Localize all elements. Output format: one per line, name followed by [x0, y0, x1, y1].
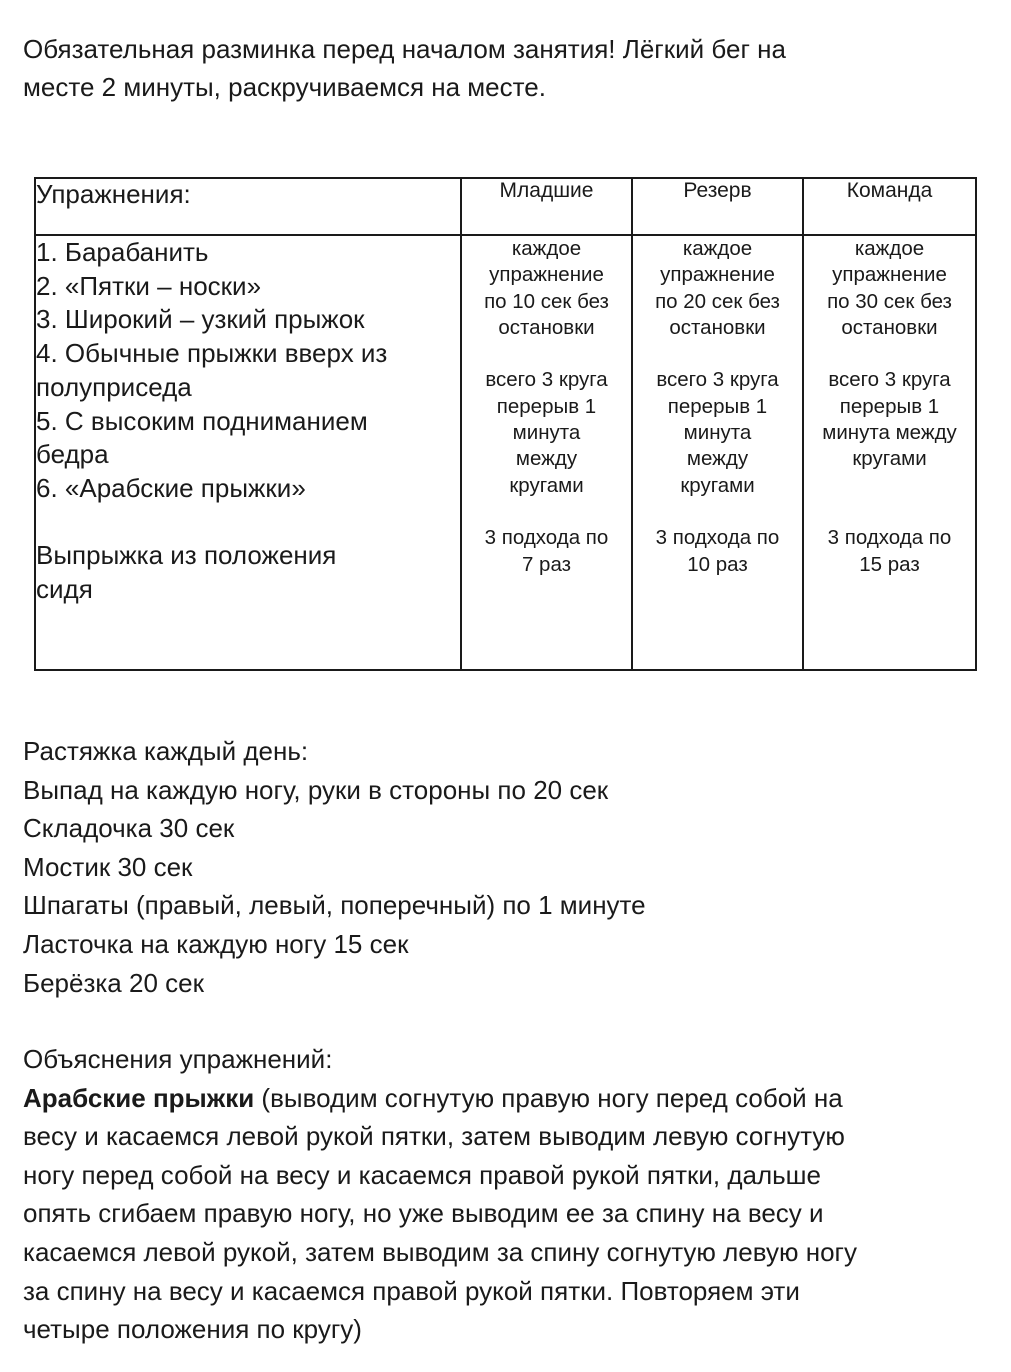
exercise-line: 3. Широкий – узкий прыжок [36, 304, 365, 335]
reserve-cell [632, 235, 803, 670]
cell-line: перерыв 1 [496, 394, 597, 418]
exercise-line: 1. Барабанить [36, 237, 209, 267]
spacer [804, 473, 975, 499]
spacer [462, 341, 631, 367]
explanation-line [23, 1079, 983, 1118]
cell-line: упражнение [832, 263, 947, 287]
spacer [804, 341, 975, 367]
cell-line: 10 раз [687, 552, 748, 576]
explanations-title: Объяснения упражнений: [23, 1044, 333, 1074]
cell-line: 3 подхода по [655, 526, 780, 550]
spacer [462, 499, 631, 525]
spacer [804, 499, 975, 525]
intro-line: Обязательная разминка перед началом занятия! Лёгкий бег на [23, 34, 786, 64]
cell-line: минута [512, 421, 581, 445]
cell-line: каждое [682, 237, 753, 260]
explanation-text: (выводим согнутую правую ногу перед собой на [254, 1082, 843, 1113]
intro-paragraph [23, 30, 983, 106]
stretch-item: Берёзка 20 сек [23, 967, 204, 998]
stretch-item: Выпад на каждую ногу, руки в стороны по 20 сек [23, 774, 609, 805]
cell-line: каждое [511, 237, 582, 260]
cell-line: всего 3 круга [656, 368, 779, 392]
cell-line: всего 3 круга [485, 368, 608, 392]
exercise-line: полуприседа [36, 371, 192, 402]
explanation-line: касаемся левой рукой, затем выводим за спину согнутую левую ногу [23, 1236, 858, 1267]
cell-line: остановки [498, 315, 595, 339]
cell-line: каждое [854, 237, 925, 260]
header-juniors: Младшие [461, 178, 632, 235]
stretch-item: Мостик 30 сек [23, 851, 193, 882]
cell-line: перерыв 1 [667, 394, 768, 418]
juniors-cell [461, 235, 632, 670]
stretch-title: Растяжка каждый день: [23, 736, 309, 766]
cell-line: кругами [680, 473, 755, 497]
stretch-item: Складочка 30 сек [23, 813, 235, 844]
cell-line: остановки [841, 315, 938, 339]
cell-line: упражнение [660, 263, 775, 287]
cell-line: между [686, 447, 749, 471]
header-exercises: Упражнения: [35, 178, 461, 235]
exercise-line: 2. «Пятки – носки» [36, 270, 262, 301]
cell-line: по 20 сек без [655, 289, 780, 313]
table-row [35, 235, 976, 670]
cell-line: минута между [822, 421, 957, 445]
exercise-term: Арабские прыжки [23, 1082, 255, 1113]
explanation-line: опять сгибаем правую ногу, но уже выводим ее за спину на весу и [23, 1198, 824, 1229]
cell-line: минута [683, 421, 752, 445]
cell-line: 3 подхода по [827, 526, 952, 550]
exercise-line: Выпрыжка из положения [36, 540, 337, 571]
exercise-list [35, 235, 461, 670]
table-header-row [35, 178, 976, 235]
explanations-section [23, 1040, 983, 1349]
cell-line: перерыв 1 [839, 394, 940, 418]
cell-line: остановки [669, 315, 766, 339]
cell-line: 3 подхода по [484, 526, 609, 550]
explanation-line: четыре положения по кругу) [23, 1314, 362, 1345]
exercise-line: сидя [36, 574, 93, 605]
intro-line: месте 2 минуты, раскручиваемся на месте. [23, 72, 546, 102]
cell-line: кругами [509, 473, 584, 497]
cell-line: кругами [852, 447, 927, 471]
explanation-line: весу и касаемся левой рукой пятки, затем выводим левую согнутую [23, 1121, 845, 1152]
cell-line: 7 раз [521, 552, 572, 576]
explanation-line: за спину на весу и касаемся правой рукой пятки. Повторяем эти [23, 1275, 800, 1306]
exercise-line: бедра [36, 439, 109, 470]
cell-line: упражнение [489, 263, 604, 287]
exercise-line: 4. Обычные прыжки вверх из [36, 338, 388, 369]
spacer [633, 341, 802, 367]
header-team: Команда [803, 178, 976, 235]
cell-line: по 30 сек без [827, 289, 952, 313]
stretch-item: Шпагаты (правый, левый, поперечный) по 1 минуте [23, 890, 646, 921]
header-reserve: Резерв [632, 178, 803, 235]
explanation-line: ногу перед собой на весу и касаемся правой рукой пятки, дальше [23, 1159, 822, 1190]
spacer [633, 499, 802, 525]
spacer [36, 506, 460, 540]
cell-line: между [515, 447, 578, 471]
stretch-section [23, 732, 983, 1002]
cell-line: по 10 сек без [484, 289, 609, 313]
workout-table [34, 177, 977, 671]
cell-line: всего 3 круга [828, 368, 951, 392]
cell-line: 15 раз [859, 552, 920, 576]
team-cell [803, 235, 976, 670]
exercise-line: 6. «Арабские прыжки» [36, 472, 306, 503]
exercise-line: 5. С высоким подниманием [36, 405, 368, 436]
stretch-item: Ласточка на каждую ногу 15 сек [23, 928, 409, 959]
